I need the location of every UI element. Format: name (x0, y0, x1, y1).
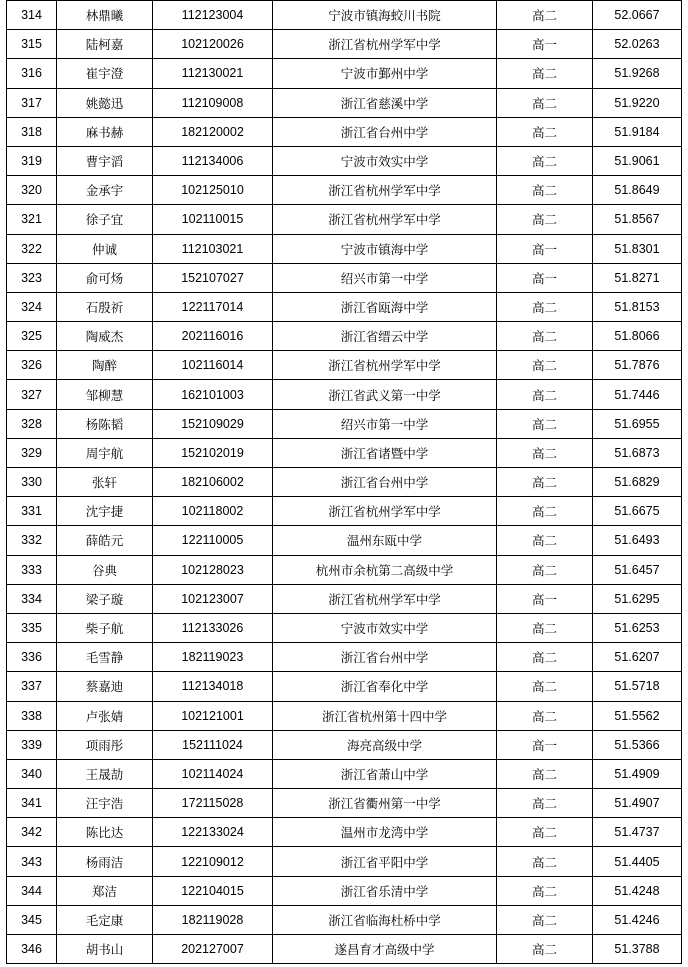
score-cell: 51.6675 (593, 497, 682, 526)
student-name-cell: 陈比达 (57, 818, 153, 847)
student-id-cell: 122109012 (153, 847, 273, 876)
grade-cell: 高二 (497, 409, 593, 438)
student-name-cell: 仲诚 (57, 234, 153, 263)
grade-cell: 高二 (497, 613, 593, 642)
score-cell: 51.8153 (593, 292, 682, 321)
table-row (7, 526, 682, 555)
rank-cell: 334 (7, 584, 57, 613)
student-name-cell: 杨陈韬 (57, 409, 153, 438)
student-name-cell: 王晟劼 (57, 759, 153, 788)
school-cell: 绍兴市第一中学 (273, 263, 497, 292)
student-id-cell: 102120026 (153, 30, 273, 59)
table-row (7, 351, 682, 380)
score-cell: 51.9061 (593, 146, 682, 175)
table-row (7, 497, 682, 526)
student-id-cell: 102110015 (153, 205, 273, 234)
table-row (7, 322, 682, 351)
table-row (7, 146, 682, 175)
grade-cell: 高二 (497, 146, 593, 175)
table-row (7, 584, 682, 613)
score-cell: 52.0263 (593, 30, 682, 59)
student-id-cell: 122110005 (153, 526, 273, 555)
student-id-cell: 102118002 (153, 497, 273, 526)
grade-cell: 高二 (497, 1, 593, 30)
student-name-cell: 梁子璇 (57, 584, 153, 613)
school-cell: 遂昌育才高级中学 (273, 935, 497, 964)
school-cell: 浙江省杭州学军中学 (273, 30, 497, 59)
rank-cell: 318 (7, 117, 57, 146)
school-cell: 浙江省平阳中学 (273, 847, 497, 876)
student-id-cell: 162101003 (153, 380, 273, 409)
rank-cell: 326 (7, 351, 57, 380)
score-cell: 51.9184 (593, 117, 682, 146)
score-cell: 51.7876 (593, 351, 682, 380)
grade-cell: 高二 (497, 789, 593, 818)
grade-cell: 高二 (497, 759, 593, 788)
rank-cell: 338 (7, 701, 57, 730)
student-name-cell: 陶威杰 (57, 322, 153, 351)
student-id-cell: 122104015 (153, 876, 273, 905)
table-row (7, 205, 682, 234)
student-name-cell: 崔宇澄 (57, 59, 153, 88)
student-name-cell: 沈宇捷 (57, 497, 153, 526)
grade-cell: 高二 (497, 292, 593, 321)
student-name-cell: 毛定康 (57, 905, 153, 934)
school-cell: 浙江省台州中学 (273, 117, 497, 146)
score-cell: 51.8567 (593, 205, 682, 234)
score-cell: 51.4248 (593, 876, 682, 905)
table-row (7, 789, 682, 818)
student-id-cell: 112134018 (153, 672, 273, 701)
grade-cell: 高二 (497, 59, 593, 88)
score-cell: 51.4737 (593, 818, 682, 847)
rank-cell: 323 (7, 263, 57, 292)
grade-cell: 高二 (497, 935, 593, 964)
school-cell: 温州市龙湾中学 (273, 818, 497, 847)
student-name-cell: 蔡嘉迪 (57, 672, 153, 701)
score-cell: 51.8271 (593, 263, 682, 292)
school-cell: 浙江省杭州学军中学 (273, 176, 497, 205)
school-cell: 浙江省萧山中学 (273, 759, 497, 788)
student-id-cell: 182120002 (153, 117, 273, 146)
table-row (7, 438, 682, 467)
score-cell: 51.8649 (593, 176, 682, 205)
school-cell: 浙江省临海杜桥中学 (273, 905, 497, 934)
rank-cell: 324 (7, 292, 57, 321)
school-cell: 宁波市镇海蛟川书院 (273, 1, 497, 30)
score-cell: 51.6873 (593, 438, 682, 467)
grade-cell: 高二 (497, 847, 593, 876)
rank-cell: 329 (7, 438, 57, 467)
grade-cell: 高二 (497, 701, 593, 730)
rank-cell: 327 (7, 380, 57, 409)
school-cell: 浙江省瓯海中学 (273, 292, 497, 321)
table-row (7, 730, 682, 759)
grade-cell: 高一 (497, 730, 593, 759)
grade-cell: 高二 (497, 672, 593, 701)
student-name-cell: 胡书山 (57, 935, 153, 964)
student-id-cell: 102114024 (153, 759, 273, 788)
student-name-cell: 曹宇滔 (57, 146, 153, 175)
rank-cell: 331 (7, 497, 57, 526)
rank-cell: 328 (7, 409, 57, 438)
grade-cell: 高一 (497, 263, 593, 292)
school-cell: 海亮高级中学 (273, 730, 497, 759)
table-row (7, 468, 682, 497)
student-name-cell: 徐子宜 (57, 205, 153, 234)
student-id-cell: 102116014 (153, 351, 273, 380)
table-row (7, 847, 682, 876)
school-cell: 浙江省台州中学 (273, 468, 497, 497)
grade-cell: 高二 (497, 468, 593, 497)
student-id-cell: 152107027 (153, 263, 273, 292)
score-cell: 51.4909 (593, 759, 682, 788)
table-row (7, 117, 682, 146)
school-cell: 浙江省缙云中学 (273, 322, 497, 351)
grade-cell: 高二 (497, 555, 593, 584)
table-row (7, 59, 682, 88)
table-row (7, 701, 682, 730)
rank-cell: 330 (7, 468, 57, 497)
rank-cell: 341 (7, 789, 57, 818)
score-cell: 51.9268 (593, 59, 682, 88)
student-id-cell: 112133026 (153, 613, 273, 642)
table-row (7, 905, 682, 934)
school-cell: 浙江省武义第一中学 (273, 380, 497, 409)
student-name-cell: 卢张婧 (57, 701, 153, 730)
table-row (7, 380, 682, 409)
school-cell: 绍兴市第一中学 (273, 409, 497, 438)
ranking-table-body (7, 1, 682, 964)
score-cell: 51.6493 (593, 526, 682, 555)
school-cell: 浙江省杭州第十四中学 (273, 701, 497, 730)
grade-cell: 高二 (497, 905, 593, 934)
school-cell: 宁波市鄞州中学 (273, 59, 497, 88)
student-id-cell: 112123004 (153, 1, 273, 30)
rank-cell: 335 (7, 613, 57, 642)
grade-cell: 高一 (497, 30, 593, 59)
school-cell: 浙江省杭州学军中学 (273, 584, 497, 613)
grade-cell: 高二 (497, 438, 593, 467)
score-cell: 51.5366 (593, 730, 682, 759)
school-cell: 宁波市效实中学 (273, 613, 497, 642)
student-name-cell: 石殷祈 (57, 292, 153, 321)
table-row (7, 643, 682, 672)
student-id-cell: 102121001 (153, 701, 273, 730)
grade-cell: 高二 (497, 818, 593, 847)
student-id-cell: 182106002 (153, 468, 273, 497)
student-name-cell: 陆柯嘉 (57, 30, 153, 59)
score-cell: 51.8301 (593, 234, 682, 263)
rank-cell: 340 (7, 759, 57, 788)
grade-cell: 高一 (497, 234, 593, 263)
grade-cell: 高二 (497, 380, 593, 409)
student-name-cell: 毛雪静 (57, 643, 153, 672)
grade-cell: 高二 (497, 117, 593, 146)
rank-cell: 333 (7, 555, 57, 584)
student-name-cell: 张轩 (57, 468, 153, 497)
rank-cell: 315 (7, 30, 57, 59)
school-cell: 浙江省乐清中学 (273, 876, 497, 905)
student-id-cell: 112130021 (153, 59, 273, 88)
ranking-table (6, 0, 682, 964)
rank-cell: 339 (7, 730, 57, 759)
rank-cell: 343 (7, 847, 57, 876)
table-row (7, 1, 682, 30)
rank-cell: 325 (7, 322, 57, 351)
rank-cell: 320 (7, 176, 57, 205)
student-id-cell: 152111024 (153, 730, 273, 759)
student-id-cell: 112103021 (153, 234, 273, 263)
school-cell: 宁波市镇海中学 (273, 234, 497, 263)
student-name-cell: 邹柳慧 (57, 380, 153, 409)
student-id-cell: 152109029 (153, 409, 273, 438)
student-id-cell: 112109008 (153, 88, 273, 117)
table-row (7, 935, 682, 964)
student-name-cell: 薛皓元 (57, 526, 153, 555)
score-cell: 51.9220 (593, 88, 682, 117)
school-cell: 浙江省杭州学军中学 (273, 351, 497, 380)
score-cell: 51.6457 (593, 555, 682, 584)
school-cell: 浙江省诸暨中学 (273, 438, 497, 467)
student-id-cell: 102123007 (153, 584, 273, 613)
score-cell: 51.6207 (593, 643, 682, 672)
student-name-cell: 周宇航 (57, 438, 153, 467)
student-id-cell: 112134006 (153, 146, 273, 175)
school-cell: 浙江省杭州学军中学 (273, 497, 497, 526)
score-cell: 51.8066 (593, 322, 682, 351)
student-name-cell: 项雨彤 (57, 730, 153, 759)
score-cell: 51.3788 (593, 935, 682, 964)
student-name-cell: 杨雨洁 (57, 847, 153, 876)
table-row (7, 818, 682, 847)
score-cell: 51.4405 (593, 847, 682, 876)
table-row (7, 292, 682, 321)
score-cell: 51.7446 (593, 380, 682, 409)
score-cell: 51.5562 (593, 701, 682, 730)
rank-cell: 314 (7, 1, 57, 30)
grade-cell: 高二 (497, 88, 593, 117)
score-cell: 52.0667 (593, 1, 682, 30)
student-id-cell: 182119023 (153, 643, 273, 672)
student-id-cell: 122133024 (153, 818, 273, 847)
rank-cell: 321 (7, 205, 57, 234)
school-cell: 浙江省杭州学军中学 (273, 205, 497, 234)
grade-cell: 高二 (497, 322, 593, 351)
grade-cell: 高二 (497, 643, 593, 672)
rank-cell: 342 (7, 818, 57, 847)
table-row (7, 672, 682, 701)
school-cell: 浙江省台州中学 (273, 643, 497, 672)
table-row (7, 555, 682, 584)
rank-cell: 319 (7, 146, 57, 175)
student-id-cell: 102128023 (153, 555, 273, 584)
student-name-cell: 麻书赫 (57, 117, 153, 146)
student-id-cell: 202127007 (153, 935, 273, 964)
student-id-cell: 202116016 (153, 322, 273, 351)
school-cell: 宁波市效实中学 (273, 146, 497, 175)
student-name-cell: 谷典 (57, 555, 153, 584)
grade-cell: 高二 (497, 497, 593, 526)
rank-cell: 344 (7, 876, 57, 905)
school-cell: 浙江省衢州第一中学 (273, 789, 497, 818)
rank-cell: 316 (7, 59, 57, 88)
rank-cell: 322 (7, 234, 57, 263)
score-cell: 51.6253 (593, 613, 682, 642)
student-name-cell: 金承宇 (57, 176, 153, 205)
grade-cell: 高二 (497, 526, 593, 555)
rank-cell: 332 (7, 526, 57, 555)
school-cell: 杭州市余杭第二高级中学 (273, 555, 497, 584)
student-name-cell: 姚懿迅 (57, 88, 153, 117)
grade-cell: 高一 (497, 584, 593, 613)
rank-cell: 346 (7, 935, 57, 964)
student-id-cell: 182119028 (153, 905, 273, 934)
rank-cell: 337 (7, 672, 57, 701)
table-row (7, 30, 682, 59)
table-row (7, 759, 682, 788)
table-row (7, 176, 682, 205)
student-id-cell: 122117014 (153, 292, 273, 321)
school-cell: 温州东瓯中学 (273, 526, 497, 555)
score-cell: 51.4246 (593, 905, 682, 934)
table-row (7, 263, 682, 292)
student-name-cell: 俞可炀 (57, 263, 153, 292)
grade-cell: 高二 (497, 351, 593, 380)
score-cell: 51.5718 (593, 672, 682, 701)
student-name-cell: 汪宇浩 (57, 789, 153, 818)
student-name-cell: 林鼎曦 (57, 1, 153, 30)
score-cell: 51.6829 (593, 468, 682, 497)
rank-cell: 317 (7, 88, 57, 117)
school-cell: 浙江省奉化中学 (273, 672, 497, 701)
grade-cell: 高二 (497, 176, 593, 205)
table-row (7, 613, 682, 642)
ranking-document (6, 0, 681, 964)
student-id-cell: 152102019 (153, 438, 273, 467)
score-cell: 51.6295 (593, 584, 682, 613)
grade-cell: 高二 (497, 876, 593, 905)
table-row (7, 234, 682, 263)
student-id-cell: 102125010 (153, 176, 273, 205)
score-cell: 51.6955 (593, 409, 682, 438)
student-name-cell: 陶醉 (57, 351, 153, 380)
table-row (7, 876, 682, 905)
grade-cell: 高二 (497, 205, 593, 234)
table-row (7, 88, 682, 117)
student-name-cell: 郑洁 (57, 876, 153, 905)
student-id-cell: 172115028 (153, 789, 273, 818)
rank-cell: 336 (7, 643, 57, 672)
score-cell: 51.4907 (593, 789, 682, 818)
table-row (7, 409, 682, 438)
rank-cell: 345 (7, 905, 57, 934)
student-name-cell: 柴子航 (57, 613, 153, 642)
school-cell: 浙江省慈溪中学 (273, 88, 497, 117)
